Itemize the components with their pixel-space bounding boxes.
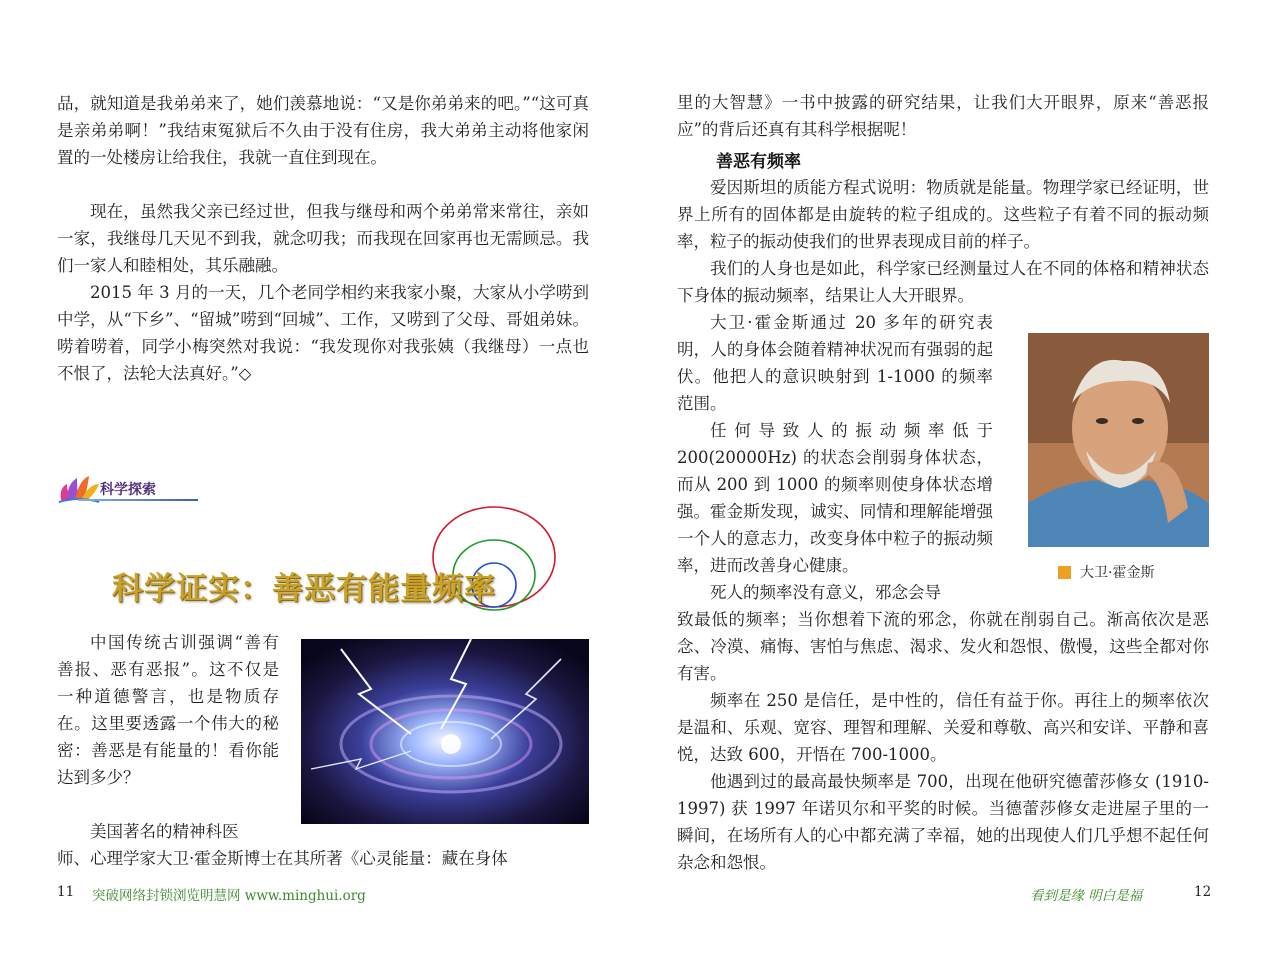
body-paragraph: 2015 年 3 月的一天，几个老同学相约来我家小聚，大家从小学唠到中学，从“下乡”、“留城”唠到“回城”、工作，又唠到了父母、哥姐弟妹。唠着唠着，同学小梅突然对我说：“我发现你对我张姨（我继母）一点也不恨了，法轮大法真好。”◇ [57,283,589,383]
photo-caption: 大卫·霍金斯 [1080,565,1155,581]
footer-text: 突破网络封锁浏览明慧网 www.minghui.org [92,888,366,904]
body-paragraph: 我们的人身也是如此，科学家已经测量过人在不同的体格和精神状态下身体的振动频率，结果让人大开眼界。 [677,259,1209,305]
section-underline [78,499,198,501]
section-label: 科学探索 [100,482,156,498]
page-number: 12 [1194,884,1212,900]
right-page [632,0,1265,978]
intro-paragraph-start: 美国著名的精神科医 [90,822,239,841]
body-paragraph: 任何导致人的振动频率低于 200(20000Hz) 的状态会削弱身体状态，而从 200 到 1000 的频率则使身体状态增强。 [677,421,993,521]
body-paragraph: 爱因斯坦的质能方程式说明：物质就是能量。物理学家已经证明，世界上所有的固体都是由旋转的粒子组成的。这些粒子有着不同的振动频率，粒子的振动使我们的世界表现成目前的样子。 [677,178,1209,251]
body-paragraph: 他遇到过的最高最快频率是 700，出现在他研究德蕾莎修女 (1910-1997) 获 1997 年诺贝尔和平奖的时候。当德蕾莎修女走进屋子里的一瞬间，在场所有人的心中都充满了幸福，她的出现使人们几乎想不起任何杂念和怨恨。 [677,772,1209,872]
body-paragraph: 大卫·霍金斯通过 20 多年的研究表明，人的身体会随着精神状况而有强弱的起伏。他把人的意识映射到 1-1000 的频率范围。 [677,313,993,413]
subheading: 善恶有频率 [716,152,801,172]
intro-paragraph-continued: 师、心理学家大卫·霍金斯博士在其所著《心灵能量：藏在身体 [57,849,508,868]
portrait-photo [1028,333,1209,547]
body-paragraph-continued: 致最低的频率；当你想着下流的邪念，你就在削弱自己。渐高依次是恶念、冷漠、痛悔、害怕与焦虑、渴求、发火和怨恨、傲慢，这些全都对你有害。 [677,610,1209,683]
body-paragraph: 霍金斯发现，诚实、同情和理解能增强一个人的意志力，改变身体中粒子的振动频率，进而改善身心健康。 [677,502,993,575]
intro-paragraph: 中国传统古训强调“善有善报、恶有恶报”。这不仅是一种道德警言，也是物质存在。这里要透露一个伟大的秘密：善恶是有能量的！看你能达到多少？ [57,633,279,787]
footer-text: 看到是缘 明白是福 [1030,888,1143,904]
body-paragraph-continued: 里的大智慧》一书中披露的研究结果，让我们大开眼界，原来“善恶报应”的背后还真有其科学根据呢！ [677,93,1209,139]
page-number: 11 [57,884,75,900]
body-paragraph: 现在，虽然我父亲已经过世，但我与继母和两个弟弟常来常往，亲如一家，我继母几天见不到我，就念叨我；而我现在回家再也无需顾忌。我们一家人和睦相处，其乐融融。 [57,202,589,275]
body-paragraph: 频率在 250 是信任，是中性的，信任有益于你。再往上的频率依次是温和、乐观、宽容、理智和理解、关爱和尊敬、高兴和安详、平静和喜悦，达致 600，开悟在 700-1000。 [677,691,1209,764]
galaxy-lightning-image [301,639,589,824]
body-paragraph: 品，就知道是我弟弟来了，她们羡慕地说：“又是你弟弟来的吧。”“这可真是亲弟弟啊！”我结束冤狱后不久由于没有住房，我大弟弟主动将他家闲置的一处楼房让给我住，我就一直住到现在。 [57,94,589,167]
article-title: 科学证实：善恶有能量频率 [112,571,496,607]
body-paragraph-start: 死人的频率没有意义，邪念会导 [710,583,941,602]
left-page [0,0,632,978]
caption-marker-icon [1058,566,1071,579]
